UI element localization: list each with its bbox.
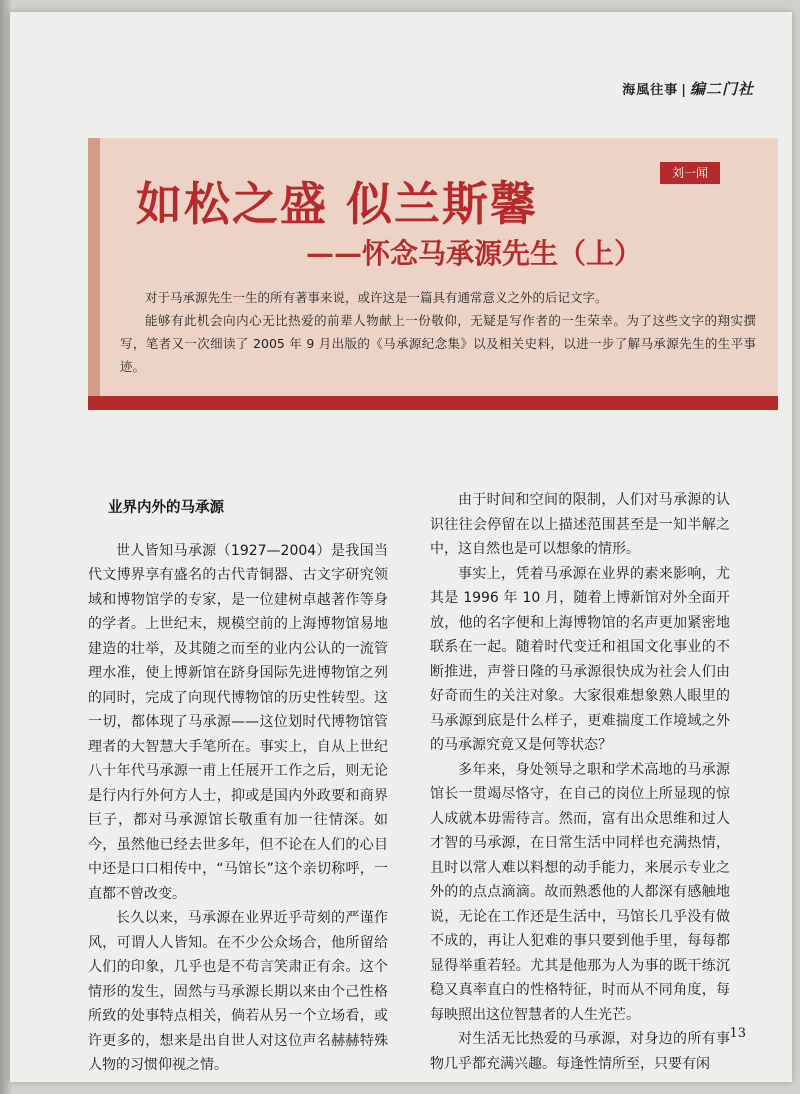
body-column-left: [88, 488, 388, 1078]
column-name: 海風往事: [622, 83, 679, 98]
body-paragraph: 对生活无比热爱的马承源，对身边的所有事物几乎都充满兴趣。每逢性情所至，只要有闲: [430, 1031, 730, 1072]
title-banner: [88, 138, 778, 410]
body-paragraph: 长久以来，马承源在业界近乎苛刻的严谨作风，可谓人人皆知。在不少公众场合，他所留给人们的印象，几乎也是不苟言笑肃正有余。这个情形的发生，固然与马承源长期以来由个己性格所致的处事特点相关，倘若从另一个立场看，或许更多的，想来是出自世人对这位声名赫赫特殊人物的习惯仰视之情。: [88, 910, 388, 1073]
page-number: 13: [729, 1026, 746, 1041]
banner-bottom-bar: [88, 396, 778, 410]
author-tag: 刘一闻: [660, 162, 720, 184]
body-column-right: [430, 488, 730, 1076]
banner-left-bar: [88, 138, 100, 410]
body-paragraph: 多年来，身处领导之职和学术高地的马承源馆长一贯竭尽恪守，在自己的岗位上所显现的惊人成就本毋需待言。然而，富有出众思维和过人才智的马承源，在日常生活中同样也充满热情，且时以常人难以料想的动手能力，来展示专业之外的的点点滴滴。故而熟悉他的人都深有感触地说，无论在工作还是生活中，马馆长几乎没有做不成的，再让人犯难的事只要到他手里，每每都显得举重若轻。尤其是他那为人为事的既干练沉稳又真率直白的性格特征，时而从不同角度，每每映照出这位智慧者的人生光芒。: [430, 761, 730, 1023]
body-paragraph: 由于时间和空间的限制，人们对马承源的认识往往会停留在以上描述范围甚至是一知半解之中，这自然也是可以想象的情形。: [430, 492, 730, 557]
body-paragraph: 世人皆知马承源（1927—2004）是我国当代文博界享有盛名的古代青铜器、古文字研究领域和博物馆学的专家，是一位建树卓越著作等身的学者。上世纪末，规模空前的上海博物馆易地建造的壮举，及其随之而至的业内公认的一流管理水准，使上博新馆在跻身国际先进博物馆之列的同时，完成了向现代博物馆的历史性转型。这一切，都体现了马承源——这位划时代博物馆管理者的大智慧大手笔所在。事实上，自从上世纪八十年代马承源一甫上任展开工作之后，则无论是行内行外何方人士，抑或是国内外政要和商界巨子，都对马承源馆长敬重有加一往情深。如今，虽然他已经去世多年，但不论在人们的心目中还是口口相传中，“马馆长”这个亲切称呼，一直都不曾改变。: [88, 542, 388, 902]
intro-paragraph: 对于马承源先生一生的所有著事来说，或许这是一篇具有通常意义之外的后记文字。: [145, 290, 608, 305]
intro-paragraph: 能够有此机会向内心无比热爱的前辈人物献上一份敬仰，无疑是写作者的一生荣幸。为了这些文字的翔实撰写，笔者又一次细读了 2005 年 9 月出版的《马承源纪念集》以及相关史料，以进一步了解马承源先生的生平事迹。: [120, 313, 756, 374]
section-title: 业界内外的马承源: [108, 500, 224, 516]
running-header: [622, 78, 754, 99]
article-intro: [120, 286, 756, 378]
article-title: 如松之盛 似兰斯馨: [136, 177, 539, 231]
body-paragraph: 事实上，凭着马承源在业界的素来影响，尤其是 1996 年 10 月，随着上博新馆对外全面开放，他的名字便和上海博物馆的名声更加紧密地联系在一起。随着时代变迁和祖国文化事业的不断推进，声誉日隆的马承源很快成为社会人们由好奇而生的关注对象。大家很难想象熟人眼里的马承源到底是什么样子，更难揣度工作境域之外的马承源究竟又是何等状态？: [430, 565, 730, 753]
article-subtitle: ——怀念马承源先生（上）: [306, 237, 643, 270]
header-separator: |: [681, 83, 687, 98]
column-logo: 编二门社: [689, 80, 754, 98]
